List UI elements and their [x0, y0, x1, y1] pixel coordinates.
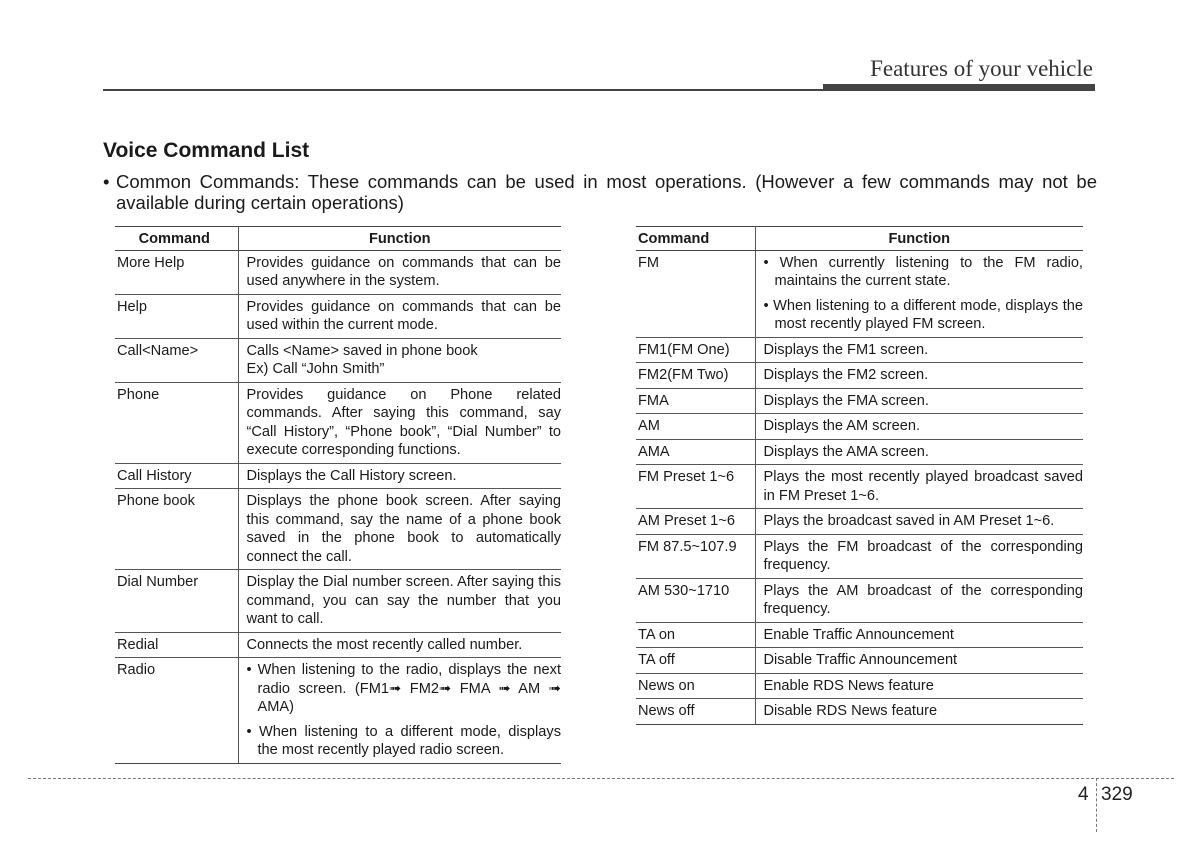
table-row [115, 250, 561, 294]
table-row [636, 363, 1083, 389]
function-cell [755, 648, 1083, 674]
command-cell: FM 87.5~107.9 [636, 534, 755, 578]
table-header-row [115, 227, 561, 251]
bullet-text: When listening to a different mode, displays the most recently played FM screen. [773, 297, 1083, 332]
table-row [636, 578, 1083, 622]
table-row [115, 632, 561, 658]
function-cell [755, 337, 1083, 363]
function-cell [755, 622, 1083, 648]
command-cell: FM1(FM One) [636, 337, 755, 363]
intro-paragraph [103, 171, 1097, 213]
function-line: Disable Traffic Announcement [763, 652, 958, 668]
column-header-function: Function [238, 227, 561, 251]
command-table-right [636, 226, 1083, 725]
command-cell: Radio [115, 658, 238, 764]
command-cell: Call<Name> [115, 338, 238, 382]
function-cell [238, 382, 561, 463]
table-row [115, 463, 561, 489]
table-row [636, 509, 1083, 535]
table-row [636, 699, 1083, 725]
function-line: Ex) Call “John Smith” [246, 361, 385, 377]
function-cell [755, 578, 1083, 622]
function-line: Displays the FMA screen. [763, 392, 929, 409]
command-cell: FM2(FM Two) [636, 363, 755, 389]
page-header-title: Features of your vehicle [870, 56, 1093, 81]
bullet-mark: • [763, 254, 780, 271]
table-row [636, 250, 1083, 337]
column-header-function: Function [755, 227, 1083, 251]
column-header-command: Command [115, 227, 238, 251]
page-number: 329 [1101, 784, 1133, 805]
table-row [636, 534, 1083, 578]
command-cell: FM Preset 1~6 [636, 465, 755, 509]
function-line: Plays the FM broadcast of the corresponding frequency. [763, 538, 1083, 573]
table-row [636, 622, 1083, 648]
table-row [115, 382, 561, 463]
function-cell [238, 338, 561, 382]
table-row [636, 673, 1083, 699]
footer-divider [28, 778, 1174, 779]
function-cell [238, 489, 561, 570]
function-cell [755, 465, 1083, 509]
table-row [115, 570, 561, 633]
intro-text: Common Commands: These commands can be used in most operations. (However a few commands may not be available during certain operations) [116, 171, 1097, 213]
command-cell: AM 530~1710 [636, 578, 755, 622]
function-line: Plays the broadcast saved in AM Preset 1~6. [763, 513, 1055, 529]
function-cell [238, 570, 561, 633]
function-line: Enable RDS News feature [763, 677, 934, 694]
intro-bullet: • [103, 171, 110, 192]
command-cell: News off [636, 699, 755, 725]
command-cell: More Help [115, 250, 238, 294]
bullet-text: When listening to a different mode, displays the most recently played radio screen. [257, 723, 561, 758]
function-line: Display the Dial number screen. After saying this command, you can say the number that you want to call. [246, 574, 561, 627]
command-cell: TA on [636, 622, 755, 648]
function-bullet [247, 723, 562, 760]
command-cell: Phone [115, 382, 238, 463]
column-header-command: Command [636, 227, 755, 251]
command-cell: AM Preset 1~6 [636, 509, 755, 535]
function-cell [755, 699, 1083, 725]
table-row [636, 439, 1083, 465]
function-line: Plays the AM broadcast of the corresponding frequency. [763, 582, 1083, 617]
table-row [636, 337, 1083, 363]
chapter-number: 4 [1078, 784, 1089, 805]
function-cell [755, 414, 1083, 440]
command-cell: AMA [636, 439, 755, 465]
table-row [636, 648, 1083, 674]
function-cell [755, 250, 1083, 337]
function-line: Provides guidance on commands that can be used within the current mode. [246, 298, 561, 333]
table-body [115, 250, 561, 763]
function-line: Displays the Call History screen. [246, 467, 457, 484]
command-cell: AM [636, 414, 755, 440]
section-title: Voice Command List [103, 139, 310, 162]
function-line: Disable RDS News feature [763, 703, 938, 719]
header-rule [103, 89, 823, 91]
function-bullet [764, 297, 1084, 334]
command-cell: Dial Number [115, 570, 238, 633]
function-line: Displays the phone book screen. After saying this command, say the name of a phone book saved in the phone book to automatically connect the call. [246, 493, 561, 565]
function-line: Enable Traffic Announcement [763, 626, 954, 643]
table-row [115, 338, 561, 382]
function-line: Displays the FM1 screen. [763, 341, 929, 358]
table-header-row [636, 227, 1083, 251]
command-cell: TA off [636, 648, 755, 674]
function-cell [238, 250, 561, 294]
footer-page-separator [1096, 778, 1097, 832]
function-cell [238, 463, 561, 489]
command-cell: Phone book [115, 489, 238, 570]
function-line: Calls <Name> saved in phone book [246, 342, 478, 359]
function-cell [238, 294, 561, 338]
function-cell [238, 632, 561, 658]
function-line: Connects the most recently called number. [246, 636, 523, 653]
function-cell [755, 439, 1083, 465]
command-cell: FM [636, 250, 755, 337]
bullet-mark: • [763, 297, 774, 314]
function-cell [755, 673, 1083, 699]
function-line: Displays the FM2 screen. [763, 367, 929, 383]
table-body [636, 250, 1083, 724]
bullet-text: When currently listening to the FM radio, maintains the current state. [774, 254, 1083, 289]
command-cell: FMA [636, 388, 755, 414]
table-row [636, 414, 1083, 440]
function-line: Provides guidance on commands that can be used anywhere in the system. [246, 254, 561, 289]
command-cell: Help [115, 294, 238, 338]
bullet-text: When listening to the radio, displays the next radio screen. (FM1➟ FM2➟ FMA ➟ AM ➟ AMA) [257, 662, 562, 715]
function-cell [755, 534, 1083, 578]
bullet-mark: • [246, 662, 258, 678]
function-line: Plays the most recently played broadcast saved in FM Preset 1~6. [763, 469, 1083, 504]
table-row [115, 489, 561, 570]
function-cell [755, 509, 1083, 535]
table-row [115, 294, 561, 338]
command-cell: News on [636, 673, 755, 699]
function-cell [755, 363, 1083, 389]
table-row [636, 465, 1083, 509]
command-cell: Call History [115, 463, 238, 489]
function-line: Displays the AM screen. [763, 418, 921, 434]
function-bullet [764, 254, 1084, 291]
header-rule-accent [823, 84, 1095, 91]
bullet-mark: • [246, 723, 259, 740]
function-line: Displays the AMA screen. [763, 443, 929, 460]
table-row [115, 658, 561, 764]
command-cell: Redial [115, 632, 238, 658]
table-row [636, 388, 1083, 414]
command-table-left [115, 226, 561, 764]
function-line: Provides guidance on Phone related commands. After saying this command, say “Call History”, “Phone book”, “Dial Number” to execute corresponding functions. [246, 386, 561, 458]
function-cell [755, 388, 1083, 414]
function-cell [238, 658, 561, 764]
function-bullet [247, 661, 562, 717]
